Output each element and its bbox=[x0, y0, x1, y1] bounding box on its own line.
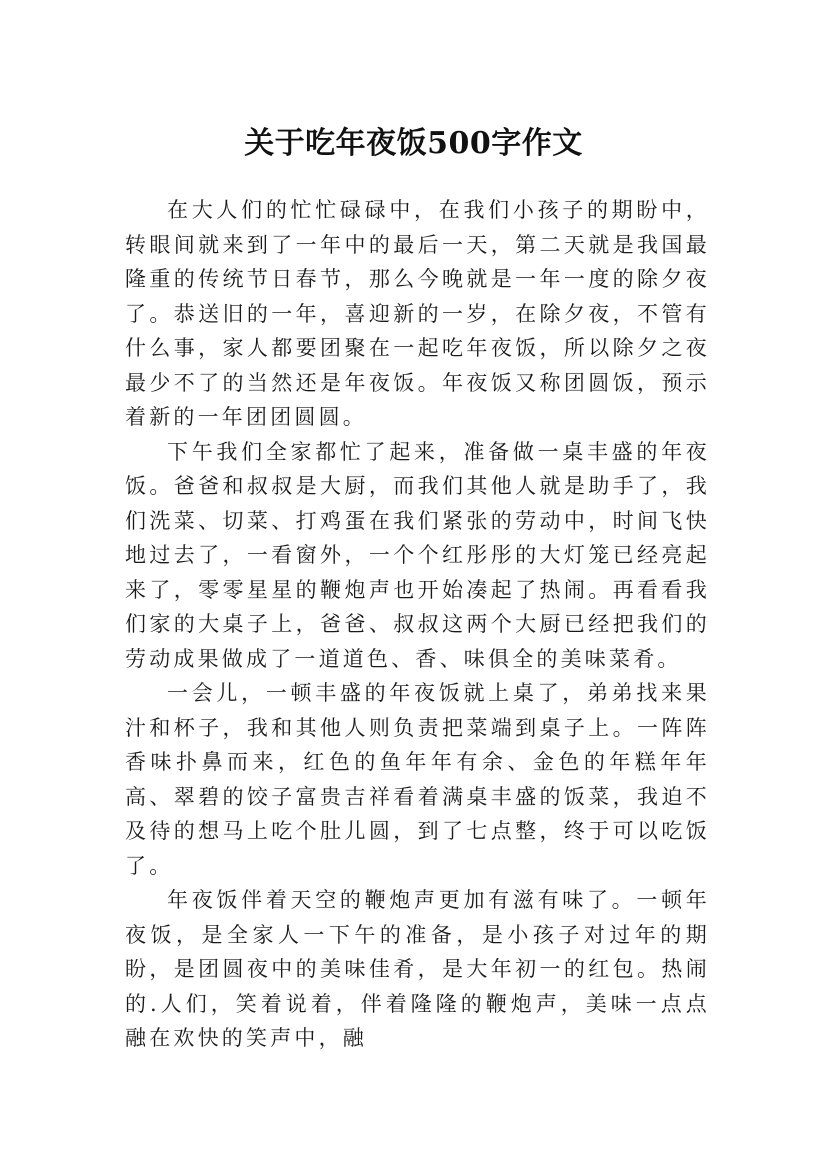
essay-body bbox=[125, 193, 710, 1056]
paragraph-1: 在大人们的忙忙碌碌中，在我们小孩子的期盼中，转眼间就来到了一年中的最后一天，第二天就是我国最隆重的传统节日春节，那么今晚就是一年一度的除夕夜了。恭送旧的一年，喜迎新的一岁，在除夕夜，不管有什么事，家人都要团聚在一起吃年夜饭，所以除夕之夜最少不了的当然还是年夜饭。年夜饭又称团圆饭，预示着新的一年团团圆圆。 bbox=[125, 198, 710, 429]
document-title: 关于吃年夜饭500字作文 bbox=[244, 126, 583, 162]
paragraph-3: 一会儿，一顿丰盛的年夜饭就上桌了，弟弟找来果汁和杯子，我和其他人则负责把菜端到桌子上。一阵阵香味扑鼻而来，红色的鱼年年有余、金色的年糕年年高、翠碧的饺子富贵吉祥看着满桌丰盛的饭菜，我迫不及待的想马上吃个肚儿圆，到了七点整，终于可以吃饭了。 bbox=[125, 681, 710, 878]
paragraph-2: 下午我们全家都忙了起来，准备做一桌丰盛的年夜饭。爸爸和叔叔是大厨，而我们其他人就是助手了，我们洗菜、切菜、打鸡蛋在我们紧张的劳动中，时间飞快地过去了，一看窗外，一个个红彤彤的大灯笼已经亮起来了，零零星星的鞭炮声也开始凑起了热闹。再看看我们家的大桌子上，爸爸、叔叔这两个大厨已经把我们的劳动成果做成了一道道色、香、味俱全的美味菜肴。 bbox=[125, 439, 710, 671]
paragraph-4: 年夜饭伴着天空的鞭炮声更加有滋有味了。一顿年夜饭，是全家人一下午的准备，是小孩子对过年的期盼，是团圆夜中的美味佳肴，是大年初一的红包。热闹的.人们，笑着说着，伴着隆隆的鞭炮声，美味一点点融在欢快的笑声中，融 bbox=[125, 888, 710, 1050]
